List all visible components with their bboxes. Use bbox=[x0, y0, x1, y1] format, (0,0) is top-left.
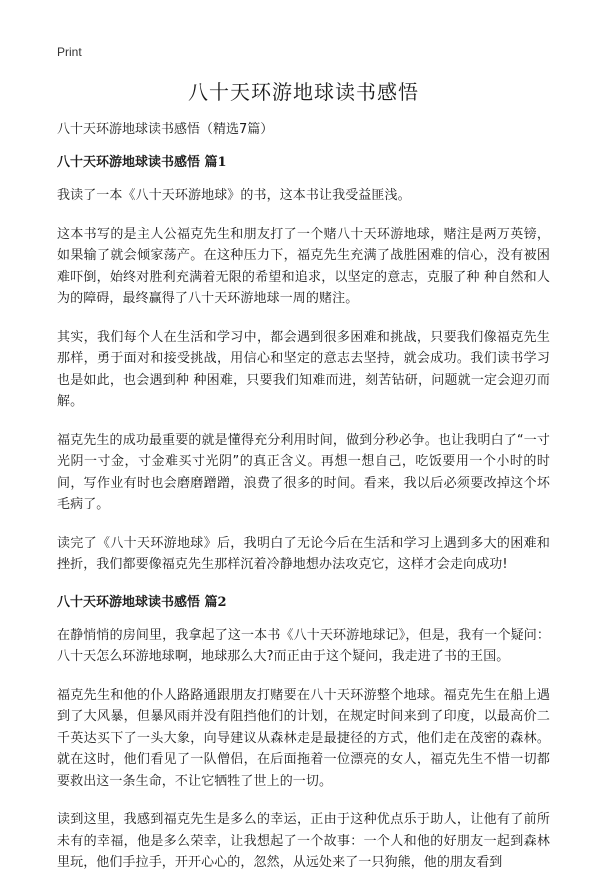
paragraph: 读到这里，我感到福克先生是多么的幸运，正由于这种优点乐于助人，让他有了前所未有的幸福，他是多么荣幸，让我想起了一个故事：一个人和他的好朋友一起到森林里玩，他们手拉手，开开心心的，忽然，从远处来了一只狗熊，他的朋友看到 bbox=[57, 812, 550, 870]
paragraph: 其实，我们每个人在生活和学习中，都会遇到很多困难和挑战，只要我们像福克先生那样，勇于面对和接受挑战，用信心和坚定的意志去坚持，就会成功。我们读书学习也是如此，也会遇到种 种困难，只要我们知难而进，刻苦钻研，问题就一定会迎刃而解。 bbox=[57, 329, 550, 409]
paragraph: 读完了《八十天环游地球》后，我明白了无论今后在生活和学习上遇到多大的困难和挫折，我们都要像福克先生那样沉着冷静地想办法攻克它，这样才会走向成功! bbox=[57, 535, 550, 572]
section-heading-1: 八十天环游地球读书感悟 篇1 bbox=[57, 155, 227, 170]
document-title: 八十天环游地球读书感悟 bbox=[188, 80, 419, 104]
paragraph: 福克先生的成功最重要的就是懂得充分利用时间，做到分秒必争。也让我明白了“一寸光阴一寸金，寸金难买寸光阴”的真正含义。再想一想自己，吃饭要用一个小时的时间，写作业有时也会磨磨蹭蹭，浪费了很多的时间。看来，我以后必须要改掉这个坏毛病了。 bbox=[57, 432, 550, 512]
paragraph: 在静悄悄的房间里，我拿起了这一本书《八十天环游地球记》，但是，我有一个疑问：八十天怎么环游地球啊，地球那么大?而正由于这个疑问，我走进了书的王国。 bbox=[57, 627, 550, 664]
section-heading-2: 八十天环游地球读书感悟 篇2 bbox=[57, 594, 227, 610]
print-label[interactable]: Print bbox=[57, 45, 82, 59]
document-subtitle: 八十天环游地球读书感悟（精选7篇） bbox=[57, 122, 274, 137]
paragraph: 这本书写的是主人公福克先生和朋友打了一个赌八十天环游地球，赌注是两万英镑，如果输了就会倾家荡产。在这种压力下，福克先生充满了战胜困难的信心，没有被困难吓倒，始终对胜利充满着无限的希望和追求，以坚定的意志，克服了种 种自然和人为的障碍，最终赢得了八十天环游地球一周的赌注。 bbox=[57, 226, 550, 306]
paragraph: 我读了一本《八十天环游地球》的书，这本书让我受益匪浅。 bbox=[57, 188, 411, 203]
paragraph: 福克先生和他的仆人路路通跟朋友打赌要在八十天环游整个地球。福克先生在船上遇到了大风暴，但暴风雨并没有阻挡他们的计划，在规定时间来到了印度，以最高价二千英达买下了一头大象，向导建议从森林走是最捷径的方式，他们走在茂密的森林。就在这时，他们看见了一队僧侣，在后面拖着一位漂亮的女人，福克先生不惜一切都要救出这一条生命，不让它牺牲了世上的一切。 bbox=[57, 687, 550, 789]
